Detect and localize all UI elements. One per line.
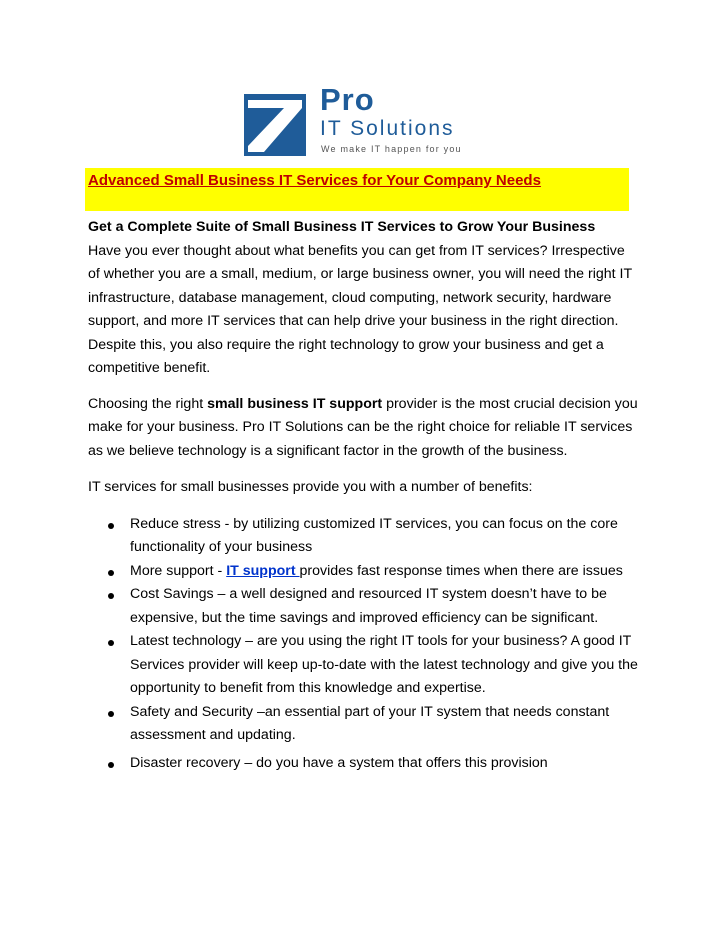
logo-brand: Pro bbox=[320, 82, 375, 117]
support-paragraph-start: Choosing the right bbox=[88, 395, 208, 412]
list-item-text: Cost Savings – a well designed and resourced IT system doesn’t have to be expensive, but the time savings and improved efficiency can be significant. bbox=[130, 586, 607, 626]
list-item bbox=[88, 560, 640, 584]
page-title: Advanced Small Business IT Services for Your Company Needs bbox=[88, 172, 541, 189]
it-support-link[interactable]: IT support bbox=[226, 562, 300, 579]
logo-mark-icon bbox=[244, 94, 306, 156]
support-paragraph-end: provider is the most crucial decision you make for your business. Pro IT Solutions can be the right choice for reliable IT services as we believe technology is a significant factor in the growth of the business. bbox=[88, 395, 638, 459]
bullet-icon bbox=[108, 593, 114, 599]
list-item bbox=[88, 513, 640, 560]
heading-banner bbox=[85, 168, 629, 211]
document-body bbox=[88, 216, 640, 775]
support-keyword: small business IT support bbox=[207, 395, 383, 412]
benefits-list bbox=[88, 513, 640, 776]
bullet-icon bbox=[108, 640, 114, 646]
list-item-text: More support - bbox=[130, 562, 227, 579]
list-item bbox=[88, 630, 640, 701]
logo-tagline: We make IT happen for you bbox=[321, 144, 462, 154]
list-item-text: Safety and Security –an essential part of your IT system that needs constant assessment and updating. bbox=[130, 703, 610, 743]
benefits-intro: IT services for small businesses provide you with a number of benefits: bbox=[88, 479, 533, 495]
list-item bbox=[88, 583, 640, 630]
list-item-text: Latest technology – are you using the right IT tools for your business? A good IT Services provider will keep up-to-date with the latest technology and give you the opportunity to benefit from this knowledge and expertise. bbox=[130, 633, 638, 696]
list-item-text: Disaster recovery – do you have a system that offers this provision bbox=[130, 754, 548, 771]
list-item-text: provides fast response times when there are issues bbox=[299, 562, 623, 579]
bullet-icon bbox=[108, 711, 114, 717]
list-item bbox=[88, 701, 640, 748]
logo-subtitle: IT Solutions bbox=[320, 117, 455, 140]
section-subheading: Get a Complete Suite of Small Business IT Services to Grow Your Business bbox=[88, 219, 596, 235]
support-paragraph bbox=[88, 393, 640, 464]
bullet-icon bbox=[108, 523, 114, 529]
bullet-icon bbox=[108, 570, 114, 576]
intro-paragraph: Have you ever thought about what benefits you can get from IT services? Irrespective of whether you are a small, medium, or large business owner, you will need the right IT infrastructure, database management, cloud computing, network security, hardware support, and more IT services that can help drive your business in the right direction. Despite this, you also require the right technology to grow your business and get a competitive benefit. bbox=[88, 242, 632, 376]
list-item-text: Reduce stress - by utilizing customized IT services, you can focus on the core functionality of your business bbox=[130, 515, 618, 555]
list-item bbox=[88, 752, 640, 776]
bullet-icon bbox=[108, 762, 114, 768]
company-logo bbox=[244, 82, 484, 158]
